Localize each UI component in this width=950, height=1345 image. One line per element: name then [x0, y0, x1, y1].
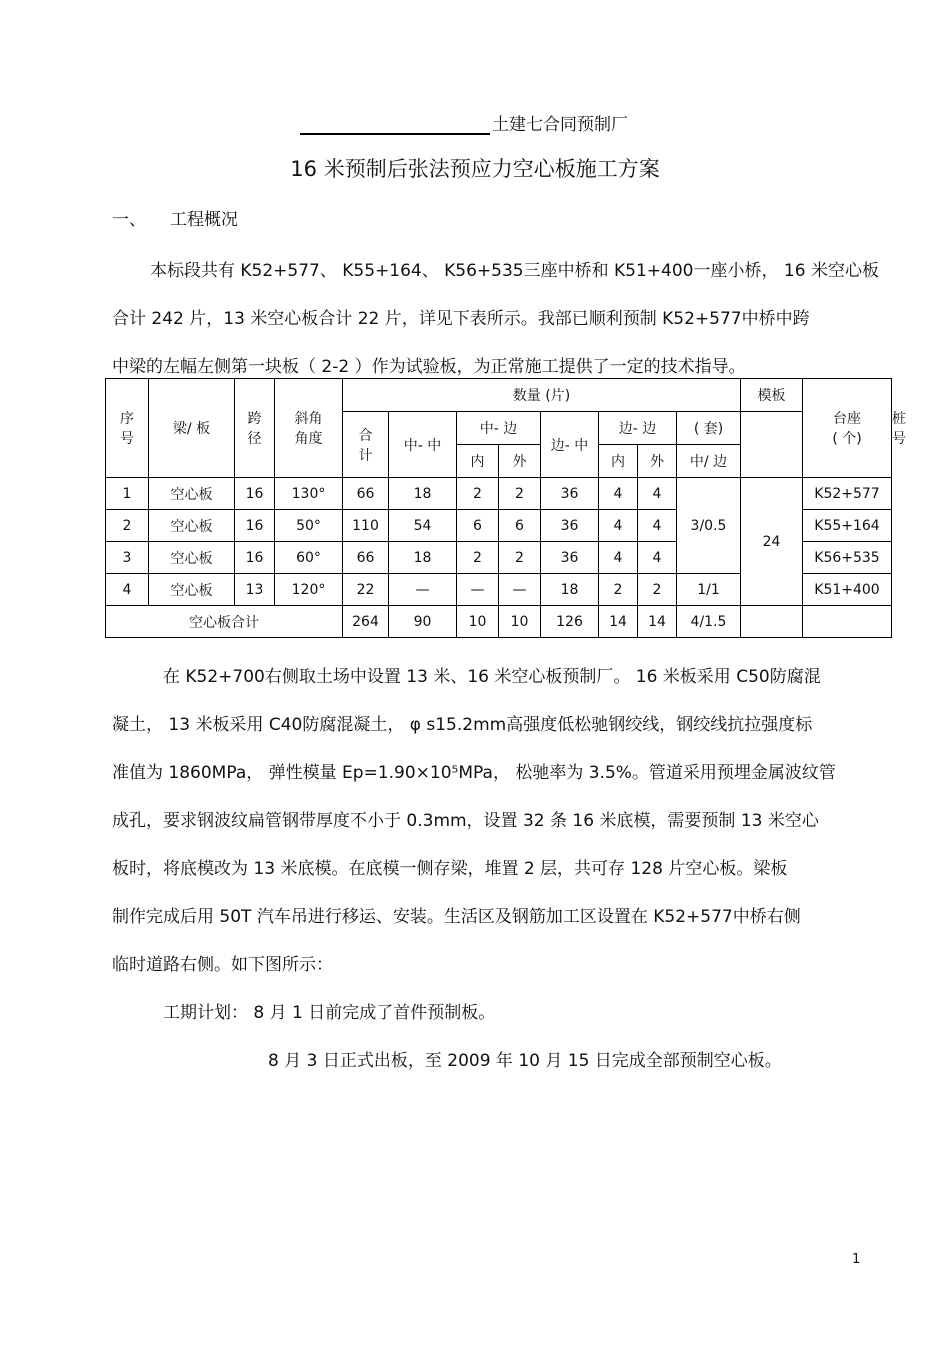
plant-line-6: 制作完成后用 50T 汽车吊进行移运、安装。生活区及钢筋加工区设置在 K52+577中桥右侧	[112, 907, 801, 927]
header-edge-edge-inner: 内	[599, 445, 638, 478]
cell-bed-count: 24	[741, 478, 803, 606]
cell-seq: 2	[106, 510, 149, 542]
header-type: 梁/ 板	[149, 379, 235, 478]
document-title: 16 米预制后张法预应力空心板施工方案	[290, 157, 660, 181]
cell-mid-edge-inner: —	[457, 574, 499, 606]
cell-seq: 1	[106, 478, 149, 510]
header-quantity: 数量 (片)	[343, 379, 741, 412]
cell-sum-formwork: 4/1.5	[677, 606, 741, 638]
header-bed	[803, 379, 892, 478]
cell-mid-mid: —	[389, 574, 457, 606]
plant-line-2: 凝土， 13 米板采用 C40防腐混凝土， φ s15.2mm高强度低松驰钢绞线，钢绞线抗拉强度标	[112, 715, 813, 735]
cell-total: 22	[343, 574, 389, 606]
header-mid-edge: 中- 边	[457, 412, 541, 445]
cell-sum-mid-mid: 90	[389, 606, 457, 638]
header-edge-edge: 边- 边	[599, 412, 677, 445]
header-total: 合计	[343, 412, 389, 478]
schedule-line-2: 8 月 3 日正式出板，至 2009 年 10 月 15 日完成全部预制空心板。	[268, 1051, 782, 1071]
cell-edge-edge-outer: 4	[638, 542, 677, 574]
cell-seq: 4	[106, 574, 149, 606]
cell-skew: 120°	[275, 574, 343, 606]
header-mid-mid: 中- 中	[389, 412, 457, 478]
cell-skew: 50°	[275, 510, 343, 542]
intro-line-3: 中梁的左幅左侧第一块板（ 2-2 ）作为试验板，为正常施工提供了一定的技术指导。	[112, 357, 746, 377]
plant-line-5: 板时，将底模改为 13 米底模。在底模一侧存梁，堆置 2 层，共可存 128 片空心板。梁板	[112, 859, 788, 879]
cell-edge-edge-inner: 4	[599, 542, 638, 574]
cell-span: 13	[235, 574, 275, 606]
cell-edge-mid: 36	[541, 510, 599, 542]
cell-station: K55+164	[803, 510, 892, 542]
section-title: 工程概况	[170, 210, 238, 230]
cell-span: 16	[235, 510, 275, 542]
plant-line-3: 准值为 1860MPa， 弹性模量 Ep=1.90×10⁵MPa， 松驰率为 3.5%。管道采用预埋金属波纹管	[112, 763, 836, 783]
cell-edge-edge-outer: 2	[638, 574, 677, 606]
cell-sum-label: 空心板合计	[106, 606, 343, 638]
header-edge-mid: 边- 中	[541, 412, 599, 478]
table-row	[106, 478, 892, 510]
cell-mid-edge-inner: 6	[457, 510, 499, 542]
precast-quantity-table: 序号 梁/ 板 跨径 斜角角度 数量 (片) 模板 台座 ( 个) 桩号 合计 中- 中 中- 边 边- 中 边- 边 ( 套) 内 外 内 外 中/ 边 1 空心板 16 130° 66 18 2 2 36 4 4 3/0.5 24 K52+577 2 空心板 16 50° 110 54 6 6 36 4 4 K55+164 3 空心板 16 60° 66 18 2 2 36 4 4 K56+535 4 空心板 13 120° 22 — — — 18 2 2 1/1 K51+400 空心板合计 264 90 10 10 126 14 14 4/1.5	[105, 378, 892, 638]
header-edge-edge-outer: 外	[638, 445, 677, 478]
cell-type: 空心板	[149, 510, 235, 542]
plant-line-7: 临时道路右侧。如下图所示：	[112, 955, 333, 975]
cell-edge-edge-inner: 4	[599, 478, 638, 510]
page-number: 1	[852, 1252, 861, 1267]
cell-formwork-16m: 3/0.5	[677, 478, 741, 574]
header-formwork: 模板	[741, 379, 803, 412]
cell-sum-total: 264	[343, 606, 389, 638]
section-number: 一、	[112, 210, 146, 230]
schedule-line-1: 工期计划： 8 月 1 日前完成了首件预制板。	[163, 1003, 496, 1023]
cell-edge-mid: 36	[541, 478, 599, 510]
header-formwork-sub: 中/ 边	[677, 445, 741, 478]
cell-mid-edge-outer: —	[499, 574, 541, 606]
cell-total: 66	[343, 478, 389, 510]
table-sum-row	[106, 606, 892, 638]
cell-sum-station-empty	[803, 606, 892, 638]
cell-skew: 60°	[275, 542, 343, 574]
cell-span: 16	[235, 478, 275, 510]
header-bed-label: 台座	[833, 411, 861, 427]
cell-sum-edge-mid: 126	[541, 606, 599, 638]
header-mid-edge-outer: 外	[499, 445, 541, 478]
header-mid-edge-inner: 内	[457, 445, 499, 478]
cell-station: K51+400	[803, 574, 892, 606]
header-skew: 斜角角度	[275, 379, 343, 478]
cell-seq: 3	[106, 542, 149, 574]
cell-mid-mid: 18	[389, 542, 457, 574]
header-bed-unit: ( 个)	[832, 431, 862, 447]
cell-sum-bed-empty	[741, 606, 803, 638]
cell-sum-mid-edge-inner: 10	[457, 606, 499, 638]
cell-span: 16	[235, 542, 275, 574]
cell-mid-edge-outer: 2	[499, 542, 541, 574]
plant-line-4: 成孔，要求钢波纹扁管钢带厚度不小于 0.3mm，设置 32 条 16 米底模，需要预制 13 米空心	[112, 811, 819, 831]
cell-mid-edge-outer: 6	[499, 510, 541, 542]
cell-total: 110	[343, 510, 389, 542]
cell-edge-edge-outer: 4	[638, 478, 677, 510]
cell-total: 66	[343, 542, 389, 574]
cell-edge-edge-inner: 4	[599, 510, 638, 542]
cell-skew: 130°	[275, 478, 343, 510]
cell-formwork-13m: 1/1	[677, 574, 741, 606]
cell-edge-mid: 36	[541, 542, 599, 574]
cell-sum-edge-edge-inner: 14	[599, 606, 638, 638]
cell-mid-mid: 18	[389, 478, 457, 510]
cell-station: K56+535	[803, 542, 892, 574]
cell-sum-edge-edge-outer: 14	[638, 606, 677, 638]
cell-mid-edge-inner: 2	[457, 478, 499, 510]
cell-type: 空心板	[149, 542, 235, 574]
cell-type: 空心板	[149, 574, 235, 606]
org-name-blank	[300, 115, 490, 135]
cell-edge-mid: 18	[541, 574, 599, 606]
cell-mid-edge-outer: 2	[499, 478, 541, 510]
plant-line-1: 在 K52+700右侧取土场中设置 13 米、16 米空心板预制厂。 16 米板采用 C50防腐混	[163, 667, 821, 687]
org-suffix: 土建七合同预制厂	[492, 115, 628, 135]
header-seq: 序号	[106, 379, 149, 478]
header-span: 跨径	[235, 379, 275, 478]
cell-edge-edge-outer: 4	[638, 510, 677, 542]
org-heading	[300, 110, 628, 135]
intro-line-1: 本标段共有 K52+577、 K55+164、 K56+535三座中桥和 K51+400一座小桥， 16 米空心板	[150, 261, 879, 281]
cell-edge-edge-inner: 2	[599, 574, 638, 606]
cell-sum-mid-edge-outer: 10	[499, 606, 541, 638]
header-formwork-unit: ( 套)	[677, 412, 741, 445]
cell-station: K52+577	[803, 478, 892, 510]
intro-line-2: 合计 242 片，13 米空心板合计 22 片，详见下表所示。我部已顺利预制 K52+577中桥中跨	[112, 309, 810, 329]
cell-mid-mid: 54	[389, 510, 457, 542]
cell-type: 空心板	[149, 478, 235, 510]
cell-mid-edge-inner: 2	[457, 542, 499, 574]
